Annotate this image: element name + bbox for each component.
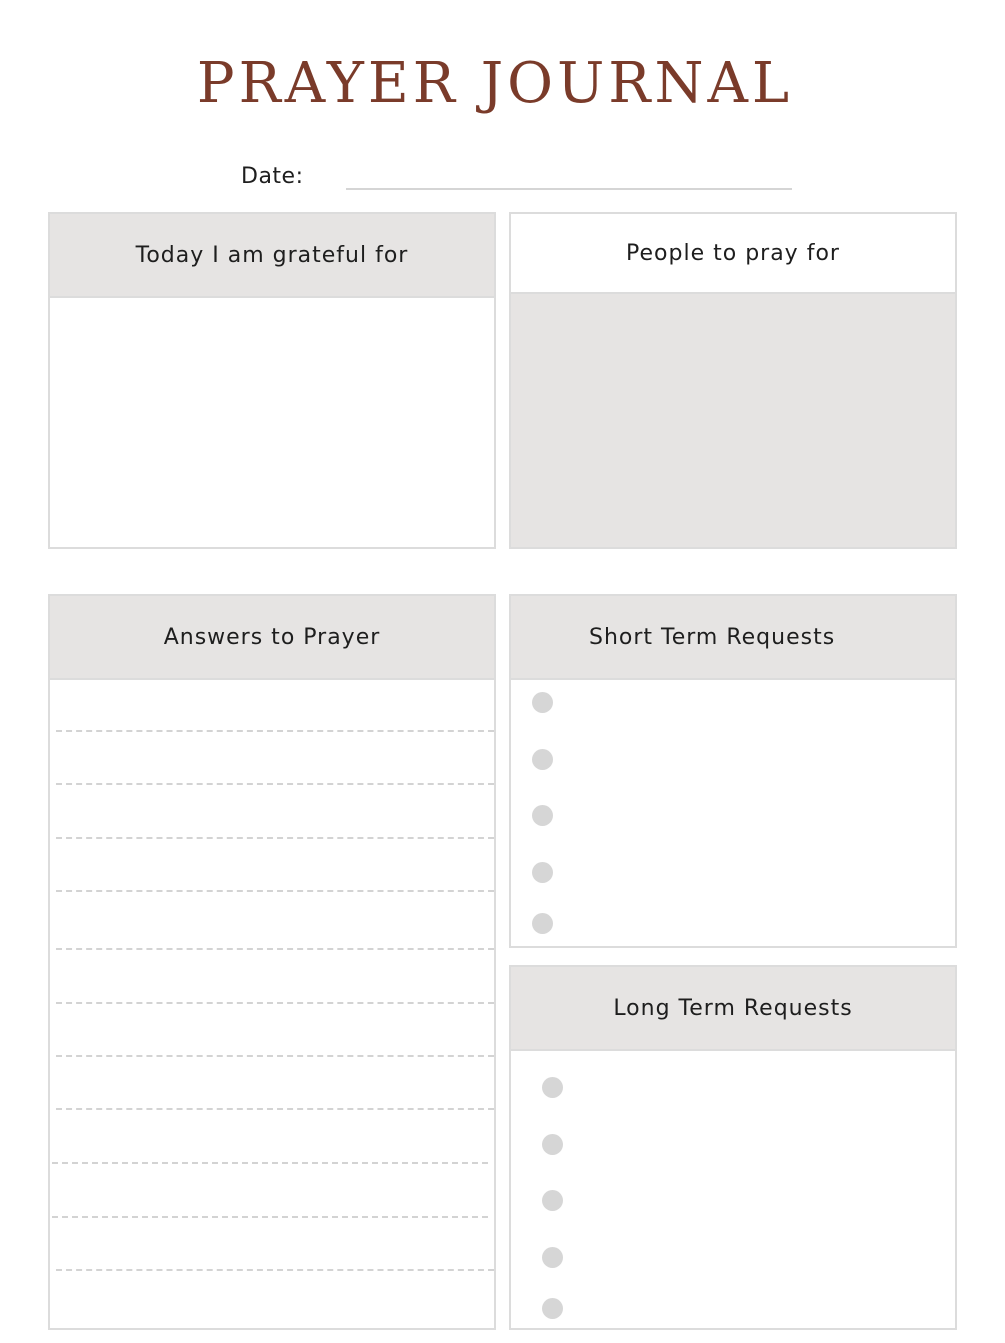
answers-line <box>56 948 494 950</box>
answers-line <box>56 890 494 892</box>
answers-line <box>56 1269 494 1271</box>
answers-line <box>52 1216 488 1218</box>
short-term-bullet <box>532 913 553 934</box>
date-label: Date: <box>241 164 304 189</box>
long-term-title: Long Term Requests <box>613 995 853 1021</box>
answers-line <box>56 1108 494 1110</box>
grateful-writing-area[interactable] <box>50 298 494 547</box>
long-term-header <box>511 967 955 1049</box>
answers-header <box>50 596 494 678</box>
people-writing-area[interactable] <box>511 294 955 547</box>
answers-line <box>56 783 494 785</box>
answers-line <box>52 1162 488 1164</box>
people-box <box>509 212 957 549</box>
date-field[interactable] <box>346 188 792 190</box>
grateful-box <box>48 212 496 549</box>
people-header <box>511 214 955 294</box>
short-term-header <box>511 596 955 678</box>
short-term-title: Short Term Requests <box>589 624 836 650</box>
answers-line <box>56 730 494 732</box>
long-term-bullet <box>542 1190 563 1211</box>
long-term-bullet <box>542 1298 563 1319</box>
short-term-box <box>509 594 957 948</box>
long-term-bullet <box>542 1077 563 1098</box>
page-title: PRAYER JOURNAL <box>196 51 794 116</box>
people-title: People to pray for <box>626 240 840 266</box>
answers-title: Answers to Prayer <box>163 624 381 650</box>
long-term-box <box>509 965 957 1330</box>
short-term-bullet <box>532 862 553 883</box>
short-term-writing-area[interactable] <box>511 680 955 946</box>
answers-line <box>56 837 494 839</box>
short-term-bullet <box>532 749 553 770</box>
answers-box <box>48 594 496 1330</box>
answers-line <box>56 1002 494 1004</box>
grateful-title: Today I am grateful for <box>135 242 409 268</box>
long-term-writing-area[interactable] <box>511 1051 955 1328</box>
short-term-bullet <box>532 692 553 713</box>
short-term-bullet <box>532 805 553 826</box>
long-term-bullet <box>542 1247 563 1268</box>
grateful-header <box>50 214 494 296</box>
answers-writing-area[interactable] <box>50 680 494 1328</box>
answers-line <box>56 1055 494 1057</box>
long-term-bullet <box>542 1134 563 1155</box>
